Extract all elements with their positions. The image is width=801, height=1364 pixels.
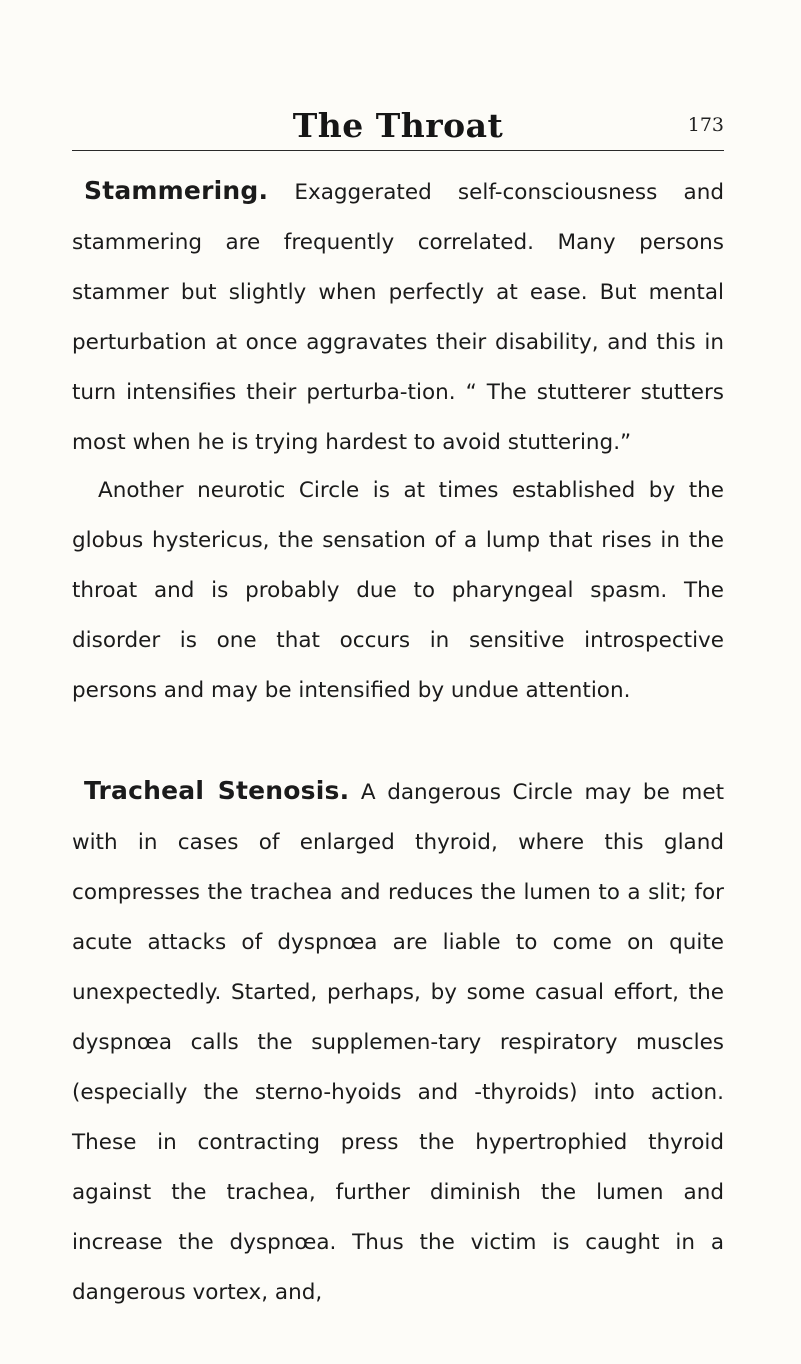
paragraph-tracheal-stenosis bbox=[72, 766, 724, 1318]
running-title: The Throat bbox=[292, 106, 504, 145]
section-heading-tracheal-stenosis: Tracheal Stenosis. bbox=[84, 776, 350, 805]
running-head bbox=[72, 100, 724, 150]
paragraph-stammering bbox=[72, 166, 724, 468]
header-rule bbox=[72, 150, 724, 151]
page-number: 173 bbox=[687, 114, 724, 136]
paragraph-text: A dangerous Circle may be met with in cases of enlarged thyroid, where this gland compresses the trachea and reduces the lumen to a slit; for acute attacks of dyspnœa are liable to come on quite unexpectedly. Started, perhaps, by some casual effort, the dyspnœa calls the supplemen-tary respiratory muscles (especially the sterno-hyoids and -thyroids) into action. These in contracting press the hypertrophied thyroid against the trachea, further diminish the lumen and increase the dyspnœa. Thus the victim is caught in a dangerous vortex, and, bbox=[72, 780, 724, 1305]
paragraph-text: Exaggerated self-consciousness and stammering are frequently correlated. Many persons stammer but slightly when perfectly at ease. But mental perturbation at once aggravates their disability, and this in turn intensifies their perturba-tion. “ The stutterer stutters most when he is trying hardest to avoid stuttering.” bbox=[72, 180, 724, 455]
paragraph-text: Another neurotic Circle is at times established by the globus hystericus, the sensation of a lump that rises in the throat and is probably due to pharyngeal spasm. The disorder is one that occurs in sensitive introspective persons and may be intensified by undue attention. bbox=[72, 478, 724, 703]
paragraph-globus-hystericus bbox=[72, 466, 724, 716]
section-heading-stammering: Stammering. bbox=[84, 176, 269, 205]
